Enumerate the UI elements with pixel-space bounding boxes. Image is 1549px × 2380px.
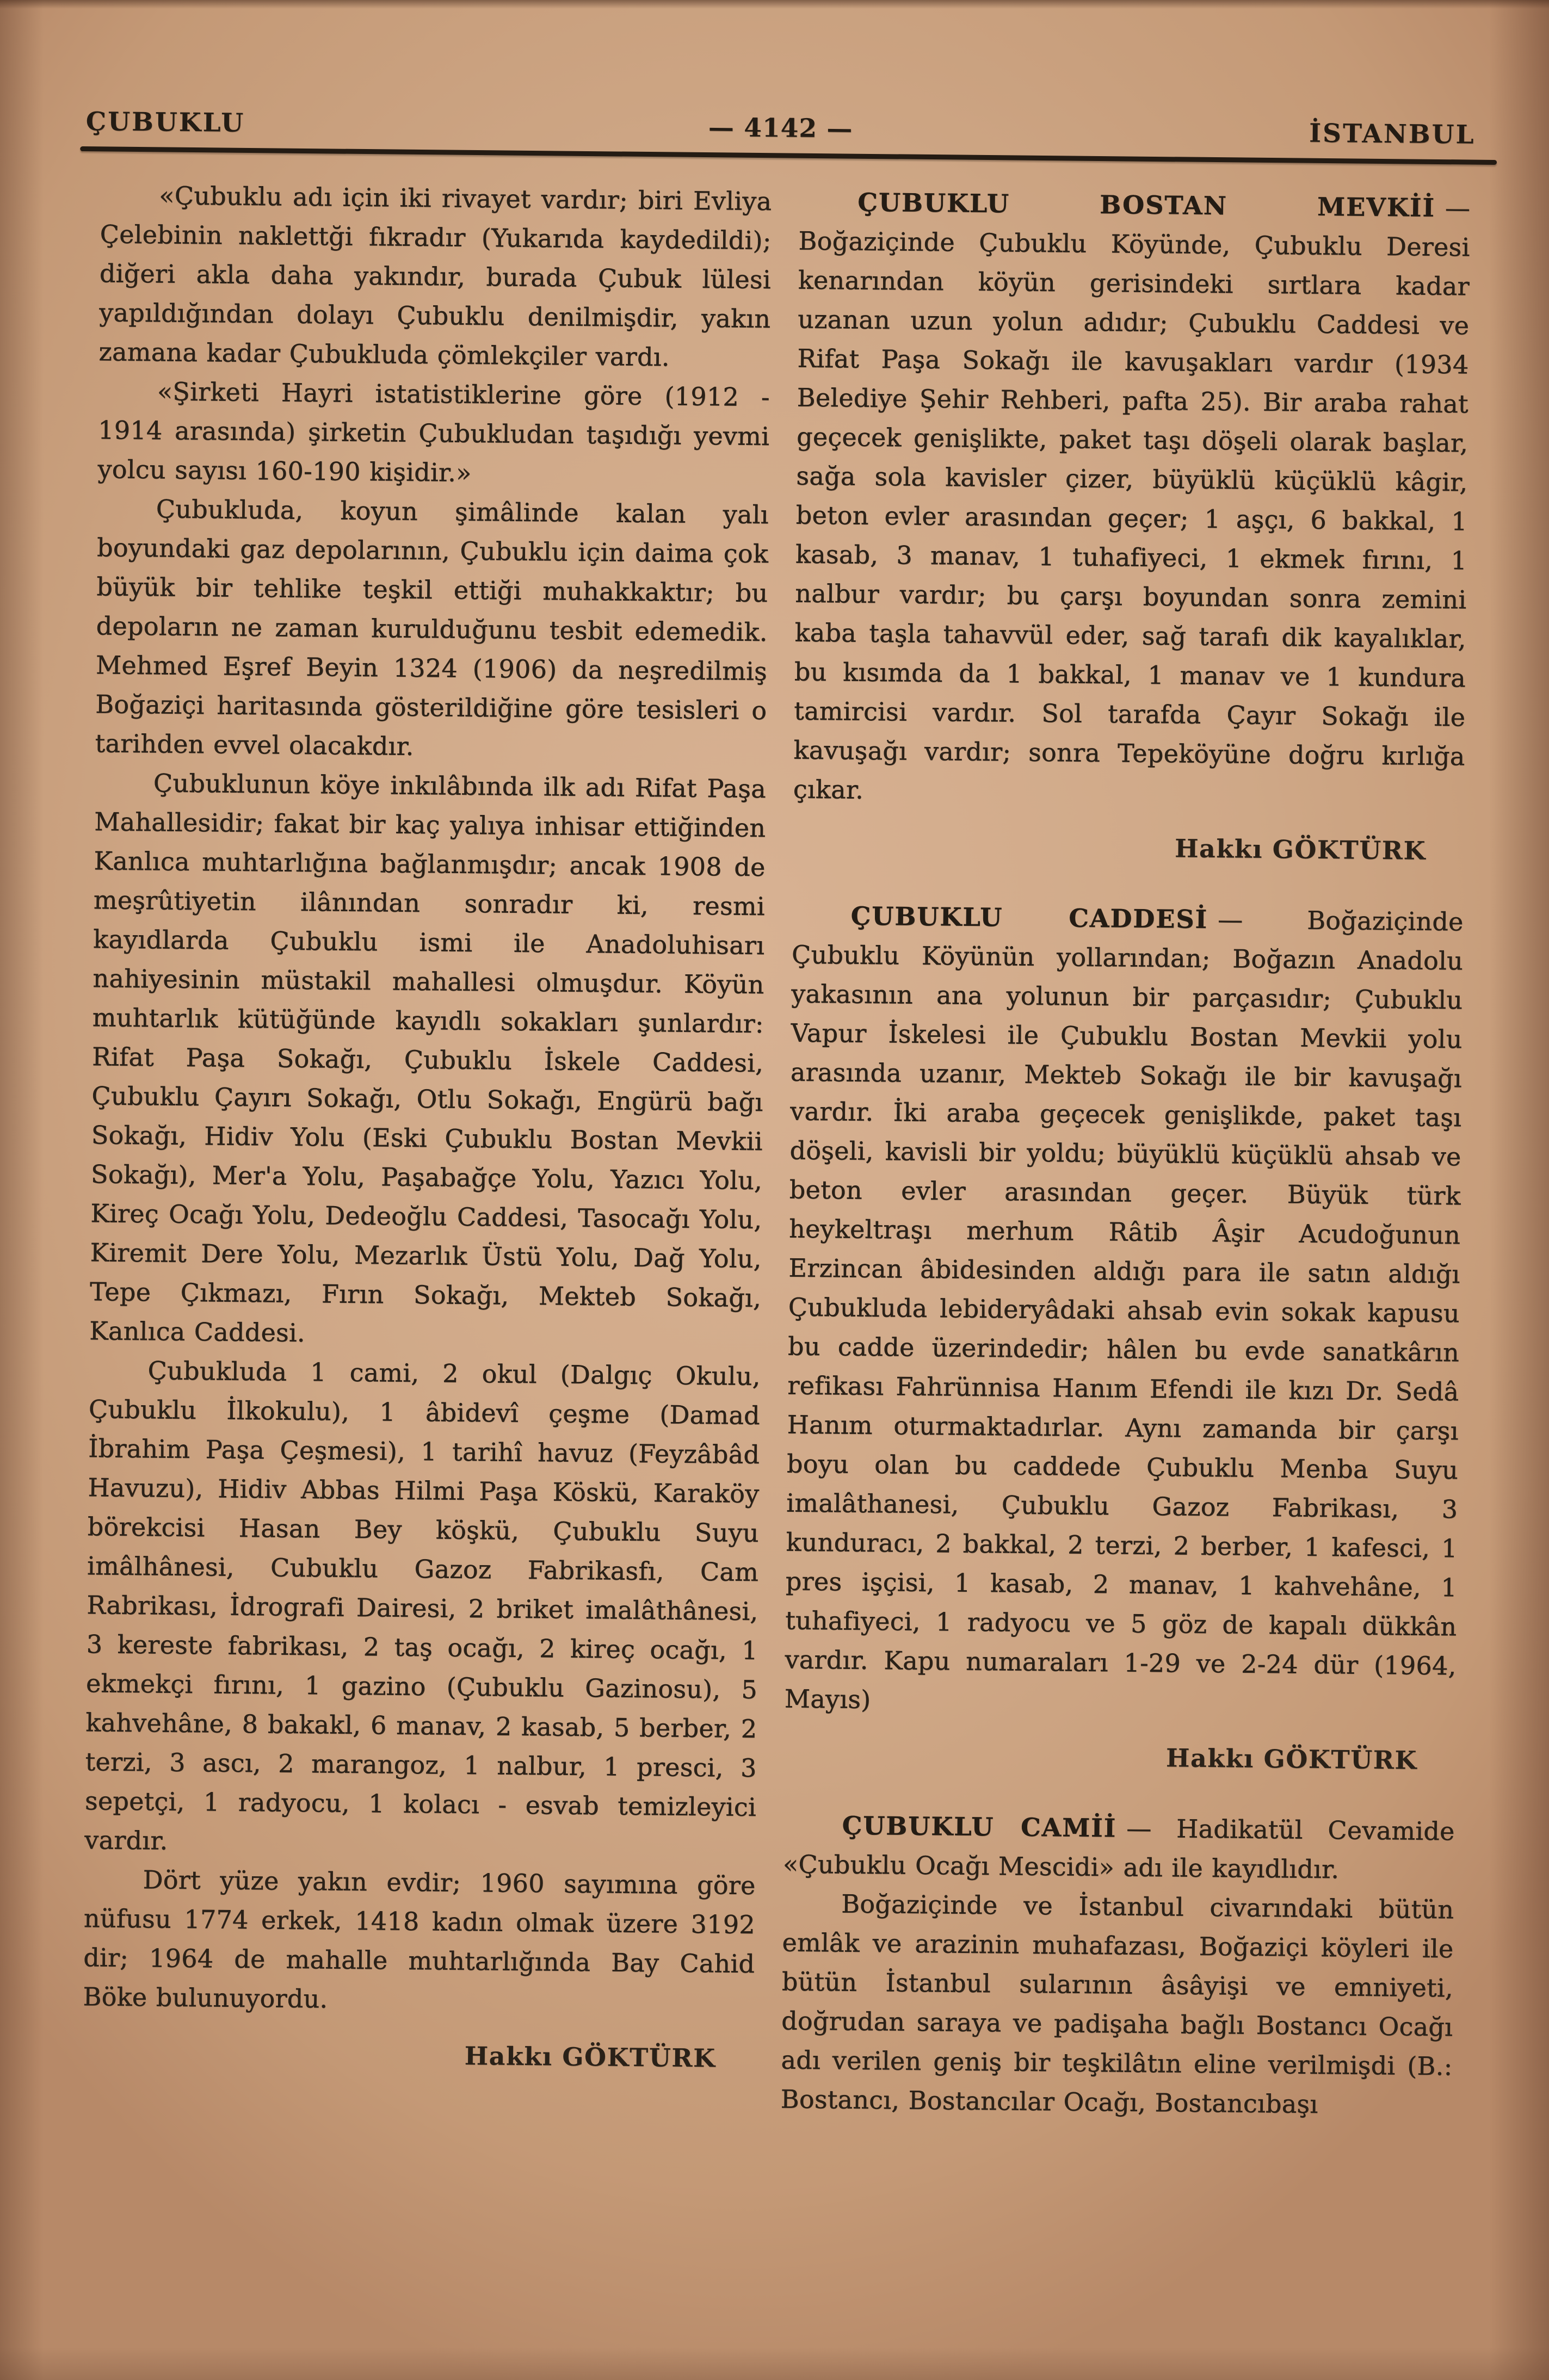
article-title: ÇUBUKLU BOSTAN MEVKİİ — [857, 187, 1436, 222]
author-signature: Hakkı GÖKTÜRK — [1174, 833, 1427, 866]
paragraph: Boğaziçinde ve İstanbul civarındaki bütün emlâk ve arazinin muhafazası, Boğaziçi köyleri ile bütün İstanbul sularının âsâyişi ve emniyeti, doğrudan saraya ve padişaha bağlı Bostancı Ocağı adı verilen geniş bir teşkilâtın eline verilmişdi (B.: Bostancı, Bostancılar Ocağı, Bostancıbaşı — [780, 1889, 1454, 2119]
article-body-text: — Boğaziçinde Çubuklu Köyünün yollarından; Boğazın Anadolu yakasının ana yolunun bir parçasıdır; Çubuklu Vapur İskelesi ile Çubuklu Bostan Mevkii yolu arasında uzanır, Mekteb Sokağı ile bir kavuşağı vardır. İki araba geçecek genişlikde, paket taşı döşeli, kavisli bir yoldu; büyüklü küçüklü ahsab ve beton evler arasından geçer. Büyük türk heykeltraşı merhum Râtib Âşir Acudoğunun Erzincan âbidesinden aldığı para ile satın aldığı Çubukluda lebideryâdaki ahsab evin sokak kapusu bu cadde üzerindedir; hâlen bu evde sanatkârın refikası Fahrünnisa Hanım Efendi ile kızı Dr. Sedâ Hanım oturmaktadırlar. Aynı zamanda bir çarşı boyu olan bu caddede Çubuklu Menba Suyu imalâthanesi, Çubuklu Gazoz Fabrikası, 3 kunduracı, 2 bakkal, 2 terzi, 2 berber, 1 kafesci, 1 pres işçisi, 1 kasab, 2 manav, 1 kahvehâne, 1 tuhafiyeci, 1 radyocu ve 5 göz de kapalı dükkân vardır. Kapu numaraları 1-29 ve 2-24 dür (1964, Mayıs) — [784, 905, 1464, 1715]
header-rule — [80, 146, 1497, 165]
paragraph: «Şirketi Hayri istatistiklerine göre (1912 - 1914 arasında) şirketin Çubukludan taşıdığı yevmi yolcu sayısı 160-190 kişidir.» — [97, 376, 770, 487]
page-header — [80, 107, 1497, 150]
paragraph — [785, 896, 1464, 1725]
article-title: ÇUBUKLU CADDESİ — [850, 901, 1208, 934]
article-cubuklu-caddesi — [784, 896, 1464, 1781]
article-body-text: — Boğaziçinde Çubuklu Köyünde, Çubuklu Deresi kenarından köyün gerisindeki sırtlara kadar uzanan uzun yolun adıdır; Çubuklu Caddesi ve Rifat Paşa Sokağı ile kavuşakları vardır (1934 Belediye Şehir Rehberi, pafta 25). Bir araba rahat geçecek genişlikte, paket taşı döşeli olarak başlar, sağa sola kavisler çizer, büyüklü küçüklü kâgir, beton evler arasından geçer; 1 aşçı, 6 bakkal, 1 kasab, 3 manav, 1 tuhafiyeci, 1 ekmek fırını, 1 nalbur vardır; bu çarşı boyundan sonra zemini kaba taşla tahavvül eder, sağ tarafı dik kayalıklar, bu kısımda da 1 bakkal, 1 manav ve 1 kundura tamircisi vardır. Sol tarafda Çayır Sokağı ile kavuşağı vardır; sonra Tepeköyüne doğru kırlığa çıkar. — [793, 193, 1471, 805]
article-body-text: — Hadikatül Cevamide «Çubuklu Ocağı Mescidi» adı ile kayıdlıdır. — [782, 1813, 1455, 1884]
article-cubuklu-camii — [781, 1806, 1455, 2125]
text-columns — [61, 175, 1497, 2125]
paragraph — [793, 182, 1471, 815]
author-signature: Hakkı GÖKTÜRK — [1165, 1743, 1418, 1775]
paragraph: Çubukluda, koyun şimâlinde kalan yalı boyundaki gaz depolarının, Çubuklu için daima çok büyük bir tehlike teşkil ettiği muhakkaktır; bu depoların ne zaman kurulduğunu tesbit edemedik. Mehmed Eşref Beyin 1324 (1906) da neşredilmiş Boğaziçi haritasında gösterildiğine göre tesisleri o tarihden evvel olacakdır. — [95, 494, 769, 761]
right-column — [781, 182, 1471, 2125]
running-title-left: ÇUBUKLU — [85, 107, 245, 138]
article-cubuklu-bostan-mevkii — [793, 182, 1471, 871]
running-title-right: İSTANBUL — [1309, 118, 1476, 150]
paragraph: «Çubuklu adı için iki rivayet vardır; biri Evliya Çelebinin naklettği fıkradır (Yukarıda kaydedildi); diğeri akla daha yakındır, burada Çubuk lülesi yapıldığından dolayı Çubuklu denilmişdir, yakın zamana kadar Çubukluda çömlekçiler vardı. — [98, 181, 772, 372]
page-number: — 4142 — — [708, 113, 853, 144]
paragraph — [783, 1806, 1455, 1890]
author-signature: Hakkı GÖKTÜRK — [464, 2041, 716, 2073]
left-column — [82, 175, 772, 2118]
paragraph: Çubuklunun köye inkılâbında ilk adı Rifat Paşa Mahallesidir; fakat bir kaç yalıya inhisar ettiğinden Kanlıca muhtarlığına bağlanmışdır; ancak 1908 de meşrûtiyetin ilânından sonradır ki, resmi kayıdlarda Çubuklu ismi ile Anadoluhisarı nahiyesinin müstakil mahallesi olmuşdur. Köyün muhtarlık kütüğünde kayıdlı sokakları şunlardır: Rifat Paşa Sokağı, Çubuklu İskele Caddesi, Çubuklu Çayırı Sokağı, Otlu Sokağı, Engürü bağı Sokağı, Hidiv Yolu (Eski Çubuklu Bostan Mevkii Sokağı), Mer'a Yolu, Paşabağçe Yolu, Yazıcı Yolu, Kireç Ocağı Yolu, Dedeoğlu Caddesi, Tasocağı Yolu, Kiremit Dere Yolu, Mezarlık Üstü Yolu, Dağ Yolu, Tepe Çıkmazı, Fırın Sokağı, Mekteb Sokağı, Kanlıca Caddesi. — [89, 768, 767, 1348]
paragraph: Dört yüze yakın evdir; 1960 sayımına göre nüfusu 1774 erkek, 1418 kadın olmak üzere 3192 dir; 1964 de mahalle muhtarlığında Bay Cahid Böke bulunuyordu. — [83, 1865, 756, 2014]
article-title: ÇUBUKLU CAMİİ — [842, 1810, 1117, 1843]
paragraph: Çubukluda 1 cami, 2 okul (Dalgıç Okulu, Çubuklu İlkokulu), 1 âbidevî çeşme (Damad İbrahim Paşa Çeşmesi), 1 tarihî havuz (Feyzâbâd Havuzu), Hidiv Abbas Hilmi Paşa Köskü, Karaköy börekcisi Hasan Bey köşkü, Çubuklu Suyu imâlhânesi, Cubuklu Gazoz Fabrikasfı, Cam Rabrikası, İdrografi Dairesi, 2 briket imalâthânesi, 3 kereste fabrikası, 2 taş ocağı, 2 kireç ocağı, 1 ekmekçi fırını, 1 gazino (Çubuklu Gazinosu), 5 kahvehâne, 8 bakakl, 6 manav, 2 kasab, 5 berber, 2 terzi, 3 ascı, 2 marangoz, 1 nalbur, 1 presci, 3 sepetçi, 1 radyocu, 1 kolacı - esvab temizleyici vardır. — [84, 1356, 761, 1856]
page-content — [61, 107, 1497, 2125]
